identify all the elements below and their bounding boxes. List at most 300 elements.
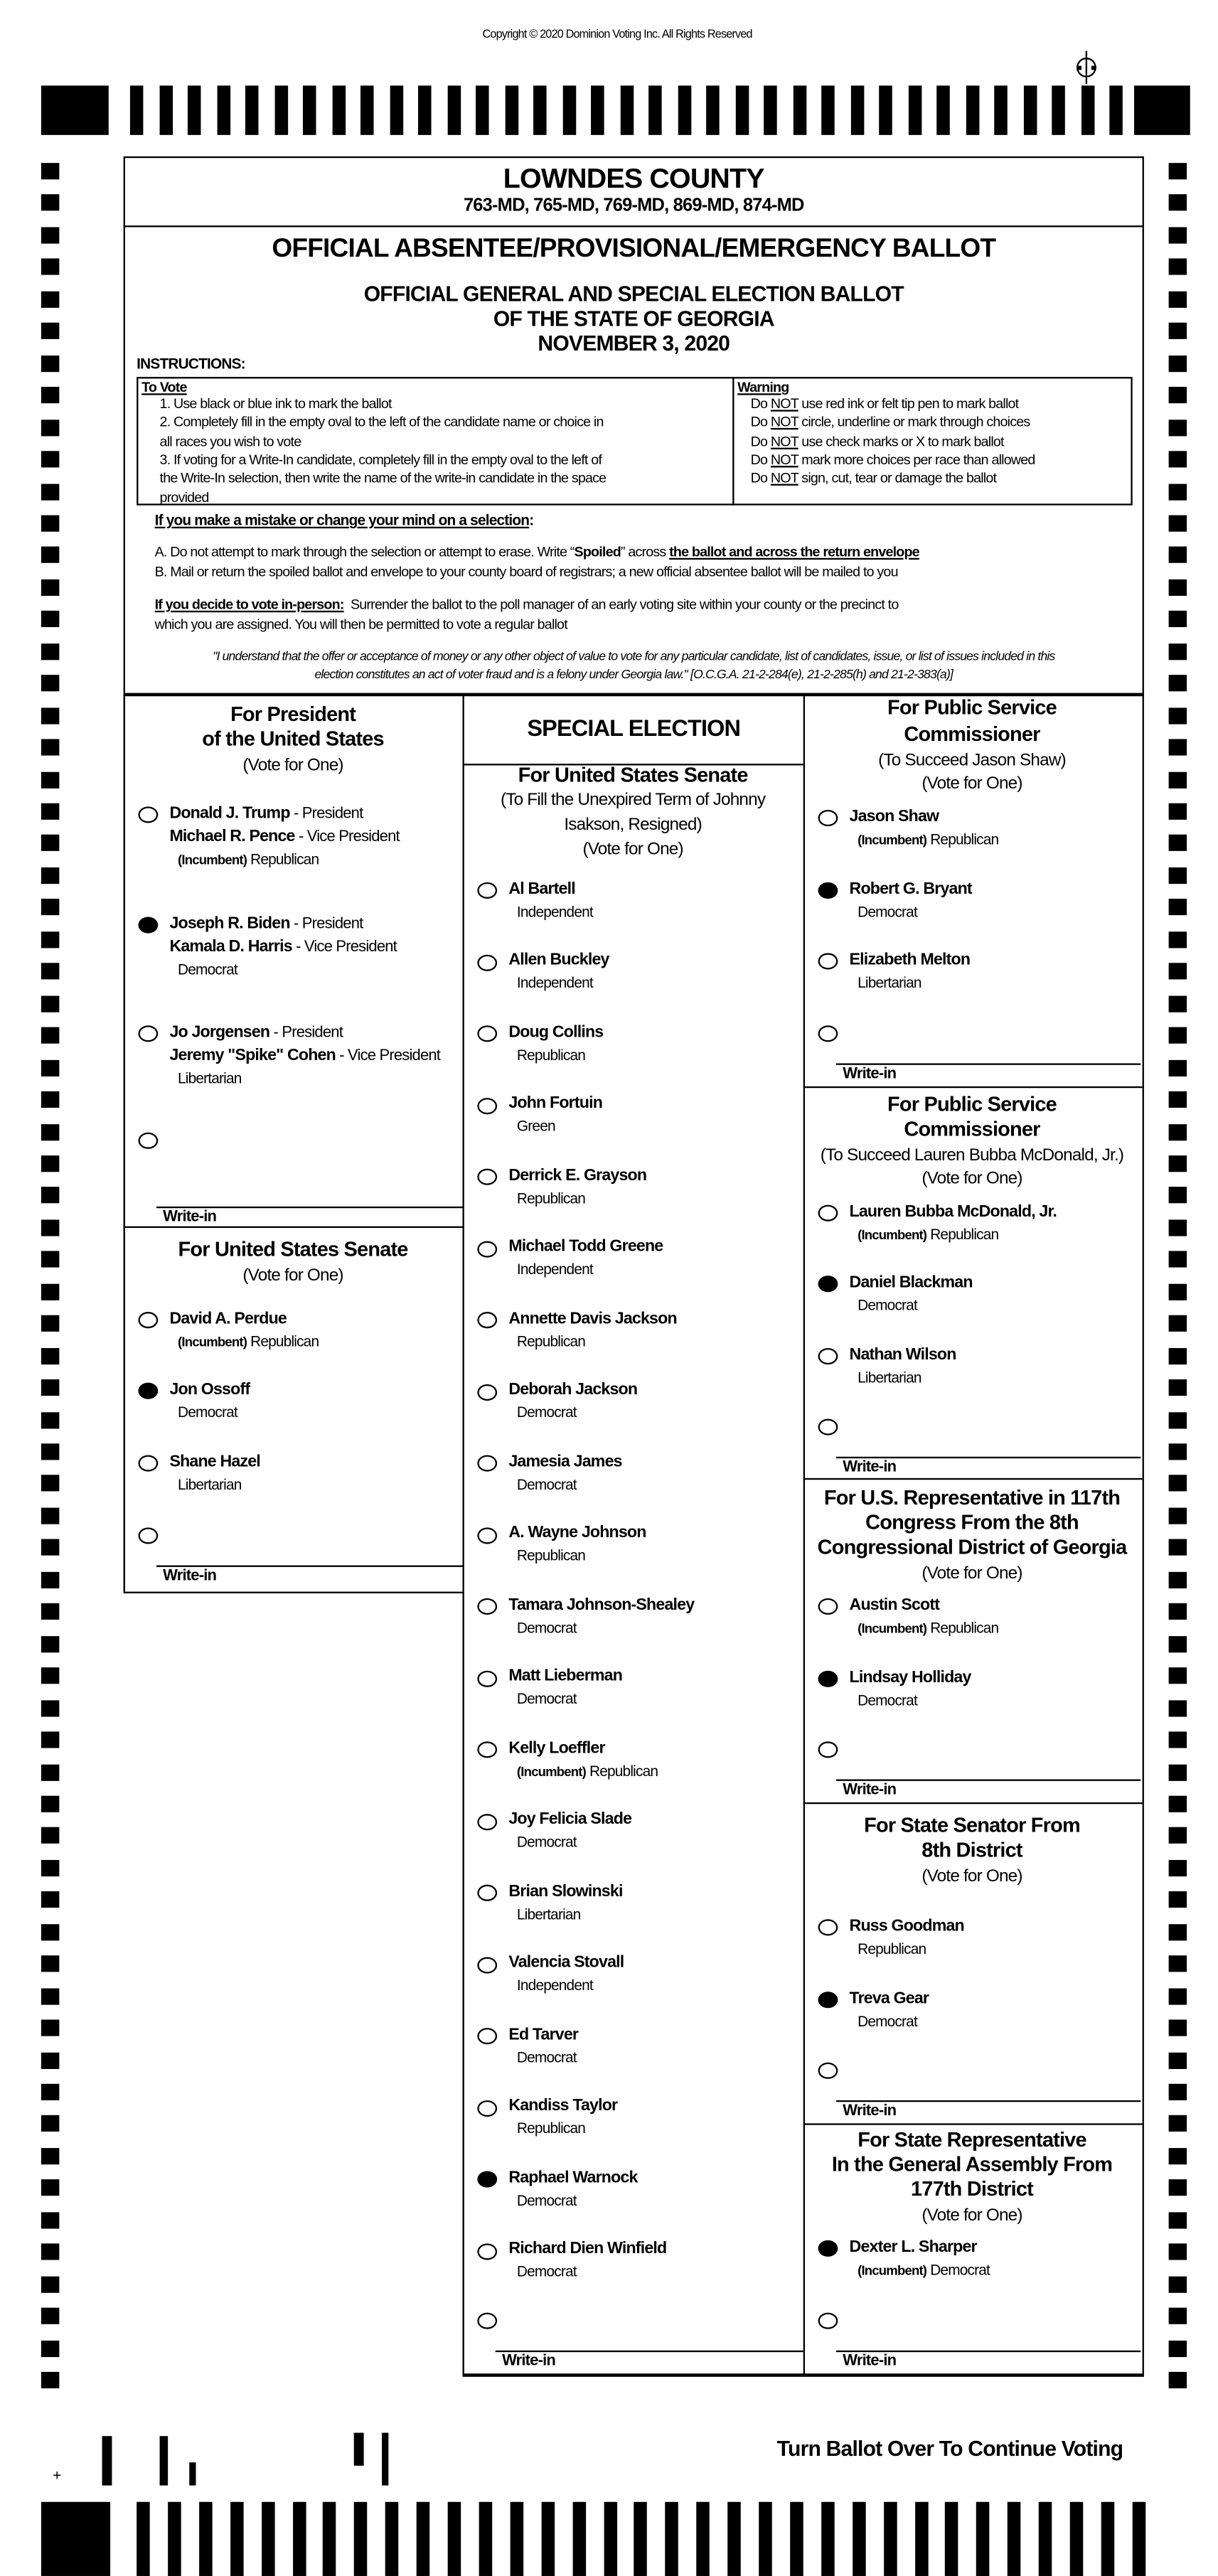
timing-mark [1169, 1315, 1187, 1332]
timing-mark [245, 85, 259, 134]
warning-do: Do [750, 413, 768, 430]
timing-mark [510, 2502, 523, 2576]
timing-mark [1169, 1187, 1187, 1204]
party-label: Libertarian [178, 1475, 242, 1492]
empty-oval[interactable] [477, 954, 497, 971]
candidate-name: Tamara Johnson-Shealey [508, 1596, 695, 1614]
text: ” across [620, 543, 670, 560]
empty-oval[interactable] [477, 2100, 497, 2116]
empty-oval[interactable] [138, 1455, 158, 1471]
race-subtitle: Isakson, Resigned) [564, 813, 702, 834]
filled-oval[interactable] [818, 2240, 838, 2257]
empty-oval[interactable] [138, 1312, 158, 1328]
race-title: For United States Senate [178, 1237, 408, 1261]
empty-oval[interactable] [477, 1598, 497, 1615]
election-title-line: OF THE STATE OF GEORGIA [493, 306, 774, 331]
timing-mark [41, 1539, 59, 1556]
empty-oval[interactable] [477, 1813, 497, 1829]
warning-line [751, 471, 997, 486]
timing-mark [1169, 1251, 1187, 1268]
timing-mark [41, 675, 59, 692]
race-subtitle: (To Succeed Lauren Bubba McDonald, Jr.) [820, 1145, 1124, 1165]
party-label: Republican [930, 830, 999, 848]
timing-mark [1169, 323, 1187, 339]
instructions-heading: INSTRUCTIONS: [137, 356, 245, 373]
timing-mark [41, 195, 59, 211]
race-title: For U.S. Representative in 117th [823, 1486, 1121, 1509]
timing-mark [41, 1379, 59, 1396]
write-in-oval[interactable] [138, 1133, 158, 1149]
empty-oval[interactable] [477, 1527, 497, 1543]
candidate-party-line [858, 1942, 926, 1957]
timing-mark [41, 1667, 59, 1684]
warning-not: NOT [770, 413, 798, 430]
timing-mark [1169, 419, 1187, 435]
write-in-label: Write-in [843, 1064, 897, 1084]
timing-mark [1169, 163, 1187, 179]
race-divider [803, 1478, 1143, 1480]
timing-mark [648, 85, 662, 134]
warning-text: sign, cut, tear or damage the ballot [801, 469, 997, 486]
candidate-name: Kamala D. Harris [169, 937, 292, 956]
timing-mark [41, 419, 59, 435]
timing-mark [1169, 1059, 1187, 1076]
timing-mark [274, 85, 287, 134]
column-border [463, 1592, 465, 2375]
empty-oval[interactable] [477, 1312, 497, 1328]
timing-mark [1169, 1764, 1187, 1780]
warning-not: NOT [770, 451, 798, 468]
column-border [124, 695, 126, 1592]
candidate-party-line [517, 1119, 555, 1134]
timing-mark [850, 85, 864, 134]
timing-mark [41, 323, 59, 339]
vote-for-instruction: (Vote for One) [921, 772, 1022, 793]
timing-mark [41, 1924, 59, 1940]
timing-mark [41, 611, 59, 628]
timing-mark [1023, 85, 1037, 134]
candidate-name: Treva Gear [849, 1989, 929, 2008]
empty-oval[interactable] [818, 1598, 838, 1615]
vote-for-instruction: (Vote for One) [242, 754, 343, 775]
candidate-name-line [169, 1022, 343, 1042]
empty-oval[interactable] [818, 1919, 838, 1935]
incumbent-label: (Incumbent) [858, 1620, 927, 1635]
empty-oval[interactable] [818, 953, 838, 969]
candidate-name-line [508, 1239, 663, 1256]
race-title: Congressional District of Georgia [817, 1535, 1127, 1559]
empty-oval[interactable] [477, 1169, 497, 1185]
registration-target-icon [1070, 49, 1103, 85]
write-in-label: Write-in [843, 1780, 897, 1800]
timing-mark [1169, 1603, 1187, 1620]
party-label: Republican [858, 1940, 926, 1957]
timing-mark [137, 2502, 150, 2576]
warning-not: NOT [770, 395, 798, 412]
vote-for-instruction: (Vote for One) [242, 1265, 343, 1285]
timing-mark [821, 2502, 835, 2576]
race-title: Commissioner [904, 1117, 1040, 1141]
timing-mark [41, 1828, 59, 1844]
filled-oval[interactable] [138, 1383, 158, 1399]
instruction-line: 1. Use black or blue ink to mark the ballot [159, 395, 392, 412]
timing-mark [41, 2502, 110, 2576]
candidate-role: - President [269, 1022, 343, 1042]
party-label: Republican [516, 2120, 586, 2137]
empty-oval[interactable] [477, 882, 497, 899]
candidate-name: Deborah Jackson [508, 1381, 638, 1399]
timing-mark [417, 2502, 430, 2576]
timing-mark [479, 2502, 492, 2576]
empty-oval[interactable] [818, 810, 838, 826]
timing-mark [41, 1956, 59, 1972]
timing-mark [354, 2502, 368, 2576]
candidate-name: Michael Todd Greene [508, 1237, 663, 1256]
timing-mark [1169, 2116, 1187, 2132]
race-title: 8th District [921, 1838, 1022, 1862]
write-in-oval[interactable] [477, 2313, 497, 2329]
timing-mark [591, 85, 604, 134]
timing-mark [1169, 1347, 1187, 1364]
candidate-name-line [508, 1598, 694, 1614]
timing-mark [382, 2433, 388, 2486]
timing-mark [1169, 291, 1187, 307]
timing-mark [41, 1059, 59, 1076]
warning-text: use red ink or felt tip pen to mark ballot [801, 395, 1019, 412]
timing-mark [41, 85, 109, 134]
timing-mark [41, 739, 59, 756]
timing-mark [1169, 995, 1187, 1012]
party-label: Independent [516, 1261, 593, 1278]
timing-mark [1169, 1411, 1187, 1428]
timing-mark [41, 547, 59, 563]
timing-mark [41, 899, 59, 916]
in-person-heading: If you decide to vote in-person: [154, 596, 344, 613]
party-label: Republican [930, 1225, 999, 1242]
timing-mark [41, 1475, 59, 1492]
candidate-name: Matt Lieberman [508, 1667, 623, 1686]
candidate-role: - Vice President [335, 1046, 441, 1064]
warning-line [751, 415, 1030, 429]
candidate-name-line [508, 1167, 646, 1184]
timing-mark [41, 1251, 59, 1268]
candidate-role: - Vice President [294, 827, 400, 845]
timing-mark [130, 85, 144, 134]
candidate-name-line [508, 1884, 622, 1901]
empty-oval[interactable] [477, 2243, 497, 2259]
timing-mark [1169, 867, 1187, 884]
timing-mark [41, 1635, 59, 1652]
empty-oval[interactable] [138, 1025, 158, 1042]
candidate-name: Derrick E. Grayson [508, 1166, 647, 1185]
warning-text: use check marks or X to mark ballot [801, 432, 1004, 449]
candidate-name-line [169, 1454, 260, 1470]
timing-mark [41, 2084, 59, 2100]
candidate-name-line [850, 882, 972, 898]
write-in-oval[interactable] [818, 1741, 838, 1758]
timing-mark [41, 1699, 59, 1716]
candidate-name-line [850, 1991, 929, 2007]
timing-mark [102, 2436, 112, 2485]
timing-mark [1169, 547, 1187, 563]
candidate-name: Donald J. Trump [169, 803, 290, 823]
timing-mark [292, 2502, 306, 2576]
candidate-name-line [850, 1347, 956, 1364]
write-in-label: Write-in [843, 1458, 897, 1477]
party-label: Democrat [516, 1690, 577, 1707]
filled-oval[interactable] [818, 882, 838, 899]
timing-mark [41, 1219, 59, 1236]
empty-oval[interactable] [477, 1956, 497, 1972]
candidate-party-line [858, 1227, 998, 1242]
candidate-name: Allen Buckley [508, 951, 609, 970]
oath-text: election constitutes an act of voter fraud and is a felony under Georgia law." [O.C.G.A. 21-2-284(e), 21-2-285(h) and 21-2-383(a)] [314, 666, 953, 682]
timing-mark [790, 2502, 803, 2576]
candidate-party-line [517, 1549, 585, 1564]
party-label: Democrat [858, 1296, 917, 1313]
mistake-heading [155, 513, 534, 528]
timing-mark [1169, 1379, 1187, 1396]
timing-mark [41, 2276, 59, 2292]
candidate-party-line [517, 1835, 577, 1850]
timing-mark [1169, 1475, 1187, 1492]
timing-mark [879, 85, 892, 134]
timing-mark [1169, 1892, 1187, 1908]
party-label: Green [516, 1117, 555, 1135]
candidate-party-line [517, 904, 593, 919]
candidate-name: Raphael Warnock [508, 2169, 638, 2187]
warning-text: circle, underline or mark through choices [801, 413, 1030, 430]
race-title: In the General Assembly From [831, 2153, 1113, 2176]
candidate-name: Michael R. Pence [169, 827, 295, 845]
timing-mark [1169, 1988, 1187, 2004]
timing-mark [1169, 483, 1187, 499]
write-in-label: Write-in [163, 1208, 217, 1226]
empty-oval[interactable] [138, 806, 158, 823]
empty-oval[interactable] [477, 1384, 497, 1400]
timing-mark [1169, 2052, 1187, 2068]
race-title: For Public Service [887, 696, 1057, 720]
candidate-name-line [850, 809, 939, 825]
timing-mark [41, 515, 59, 531]
candidate-role: - President [289, 914, 363, 933]
write-in-oval[interactable] [818, 1419, 838, 1436]
timing-mark [1081, 85, 1094, 134]
candidate-party-line [517, 1764, 658, 1779]
filled-oval[interactable] [477, 2171, 497, 2187]
warning-line [751, 434, 1004, 448]
candidate-name-line [850, 1204, 1057, 1220]
timing-mark [41, 1988, 59, 2004]
timing-mark [976, 2502, 990, 2576]
divider [124, 225, 1144, 228]
timing-mark [41, 1764, 59, 1780]
empty-oval[interactable] [477, 1741, 497, 1758]
timing-mark [1052, 85, 1065, 134]
candidate-party-line [517, 1334, 585, 1349]
candidate-name-line [169, 916, 363, 932]
timing-mark [1169, 803, 1187, 820]
timing-mark [1134, 85, 1190, 134]
timing-mark [199, 2502, 213, 2576]
empty-oval[interactable] [477, 1025, 497, 1042]
timing-mark [946, 2502, 959, 2576]
party-label: Republican [250, 1332, 319, 1350]
timing-mark [1169, 1571, 1187, 1588]
timing-mark [41, 483, 59, 499]
timing-mark [883, 2502, 897, 2576]
filled-oval[interactable] [818, 1671, 838, 1687]
write-in-oval[interactable] [818, 2063, 838, 2079]
timing-mark [1169, 2372, 1187, 2388]
candidate-name-line [850, 1918, 964, 1935]
timing-mark [41, 1091, 59, 1108]
precincts: 763-MD, 765-MD, 769-MD, 869-MD, 874-MD [463, 196, 804, 216]
write-in-label: Write-in [843, 2102, 897, 2120]
timing-mark [1169, 643, 1187, 660]
warning-not: NOT [770, 469, 798, 486]
incumbent-label: (Incumbent) [858, 832, 927, 848]
timing-mark [1169, 1796, 1187, 1812]
candidate-party-line [858, 1298, 917, 1313]
empty-oval[interactable] [818, 1348, 838, 1364]
empty-oval[interactable] [477, 1885, 497, 1901]
blank-area [122, 1592, 464, 2382]
candidate-name-line [508, 2170, 637, 2186]
timing-mark [354, 2433, 364, 2466]
candidate-name: Jon Ossoff [169, 1380, 250, 1399]
candidate-name: Robert G. Bryant [849, 880, 972, 898]
candidate-name-line [508, 1022, 604, 1042]
timing-mark [41, 1603, 59, 1620]
party-label: Democrat [858, 1691, 917, 1708]
column-border [463, 2375, 1144, 2378]
timing-mark [793, 85, 806, 134]
timing-mark [41, 963, 59, 980]
candidate-name: Lindsay Holliday [849, 1668, 971, 1687]
filled-oval[interactable] [138, 916, 158, 933]
candidate-name: Joseph R. Biden [169, 914, 290, 933]
candidate-party-line [517, 2265, 577, 2280]
timing-mark [1169, 1443, 1187, 1460]
candidate-name: Kelly Loeffler [508, 1738, 605, 1758]
warning-line [751, 397, 1019, 411]
candidate-name: John Fortuin [508, 1094, 603, 1113]
filled-oval[interactable] [818, 1992, 838, 2008]
timing-mark [41, 835, 59, 852]
race-divider [803, 1086, 1143, 1089]
timing-mark [1109, 85, 1123, 134]
candidate-name-line [850, 952, 971, 968]
timing-mark [1169, 195, 1187, 211]
candidate-name-line [508, 2027, 578, 2043]
mistake-a [155, 545, 919, 559]
party-label: Libertarian [858, 973, 921, 990]
candidate-name: Valencia Stovall [508, 1953, 624, 1972]
party-label: Democrat [930, 2260, 990, 2277]
timing-mark [1169, 2180, 1187, 2196]
instruction-line: 3. If voting for a Write-In candidate, completely fill in the empty oval to the left of [159, 451, 602, 468]
timing-mark [697, 2502, 710, 2576]
timing-mark [1169, 451, 1187, 467]
candidate-party-line [517, 1979, 593, 1994]
warning-not: NOT [770, 432, 798, 449]
timing-mark [1169, 227, 1187, 243]
empty-oval[interactable] [477, 1240, 497, 1256]
timing-mark [1169, 2084, 1187, 2100]
race-divider [803, 2123, 1143, 2125]
empty-oval[interactable] [477, 1670, 497, 1687]
timing-mark [41, 259, 59, 275]
candidate-name: Kandiss Taylor [508, 2097, 618, 2115]
write-in-oval[interactable] [818, 1025, 838, 1042]
write-in-oval[interactable] [138, 1527, 158, 1544]
race-title: 177th District [911, 2177, 1034, 2201]
filled-oval[interactable] [818, 1276, 838, 1292]
party-label: Libertarian [516, 1905, 581, 1922]
vote-for-instruction: (Vote for One) [582, 838, 683, 859]
candidate-party-line [178, 1477, 242, 1492]
candidate-party-line [858, 973, 921, 990]
party-label: Democrat [858, 2012, 917, 2029]
empty-oval[interactable] [818, 1205, 838, 1222]
race-title: Congress From the 8th [865, 1511, 1079, 1534]
write-in-label: Write-in [843, 2352, 897, 2371]
write-in-label: Write-in [163, 1566, 217, 1586]
candidate-name: Shane Hazel [169, 1452, 260, 1471]
timing-mark [41, 387, 59, 403]
timing-mark [41, 1347, 59, 1364]
turn-over-notice: Turn Ballot Over To Continue Voting [776, 2436, 1123, 2461]
timing-mark [1039, 2502, 1052, 2576]
write-in-oval[interactable] [818, 2313, 838, 2329]
party-label: Republican [516, 1547, 586, 1564]
candidate-party-line [858, 2014, 917, 2029]
empty-oval[interactable] [477, 1455, 497, 1471]
timing-mark [1169, 1283, 1187, 1300]
race-title: of the United States [202, 727, 384, 751]
timing-mark [41, 995, 59, 1012]
timing-mark [41, 163, 59, 179]
timing-mark [1169, 1155, 1187, 1172]
timing-mark [447, 85, 461, 134]
candidate-party-line [178, 1071, 242, 1086]
candidate-name-line [850, 1670, 971, 1687]
timing-mark [727, 2502, 741, 2576]
empty-oval[interactable] [477, 2028, 497, 2044]
timing-mark [533, 85, 547, 134]
timing-mark [1169, 2308, 1187, 2324]
empty-oval[interactable] [477, 1097, 497, 1113]
timing-mark [1008, 2502, 1021, 2576]
timing-mark [764, 85, 777, 134]
candidate-name-line [169, 939, 397, 956]
timing-mark [324, 2502, 337, 2576]
timing-mark [1169, 1699, 1187, 1716]
timing-mark [418, 85, 432, 134]
timing-mark [41, 931, 59, 948]
timing-mark [189, 2462, 196, 2485]
timing-mark [41, 803, 59, 820]
race-title: For President [230, 702, 356, 726]
timing-mark [759, 2502, 772, 2576]
timing-mark [41, 2148, 59, 2164]
timing-mark [41, 1507, 59, 1524]
candidate-name: A. Wayne Johnson [508, 1524, 646, 1543]
race-title: For Public Service [887, 1093, 1057, 1116]
timing-mark [41, 1283, 59, 1300]
timing-mark [476, 85, 489, 134]
